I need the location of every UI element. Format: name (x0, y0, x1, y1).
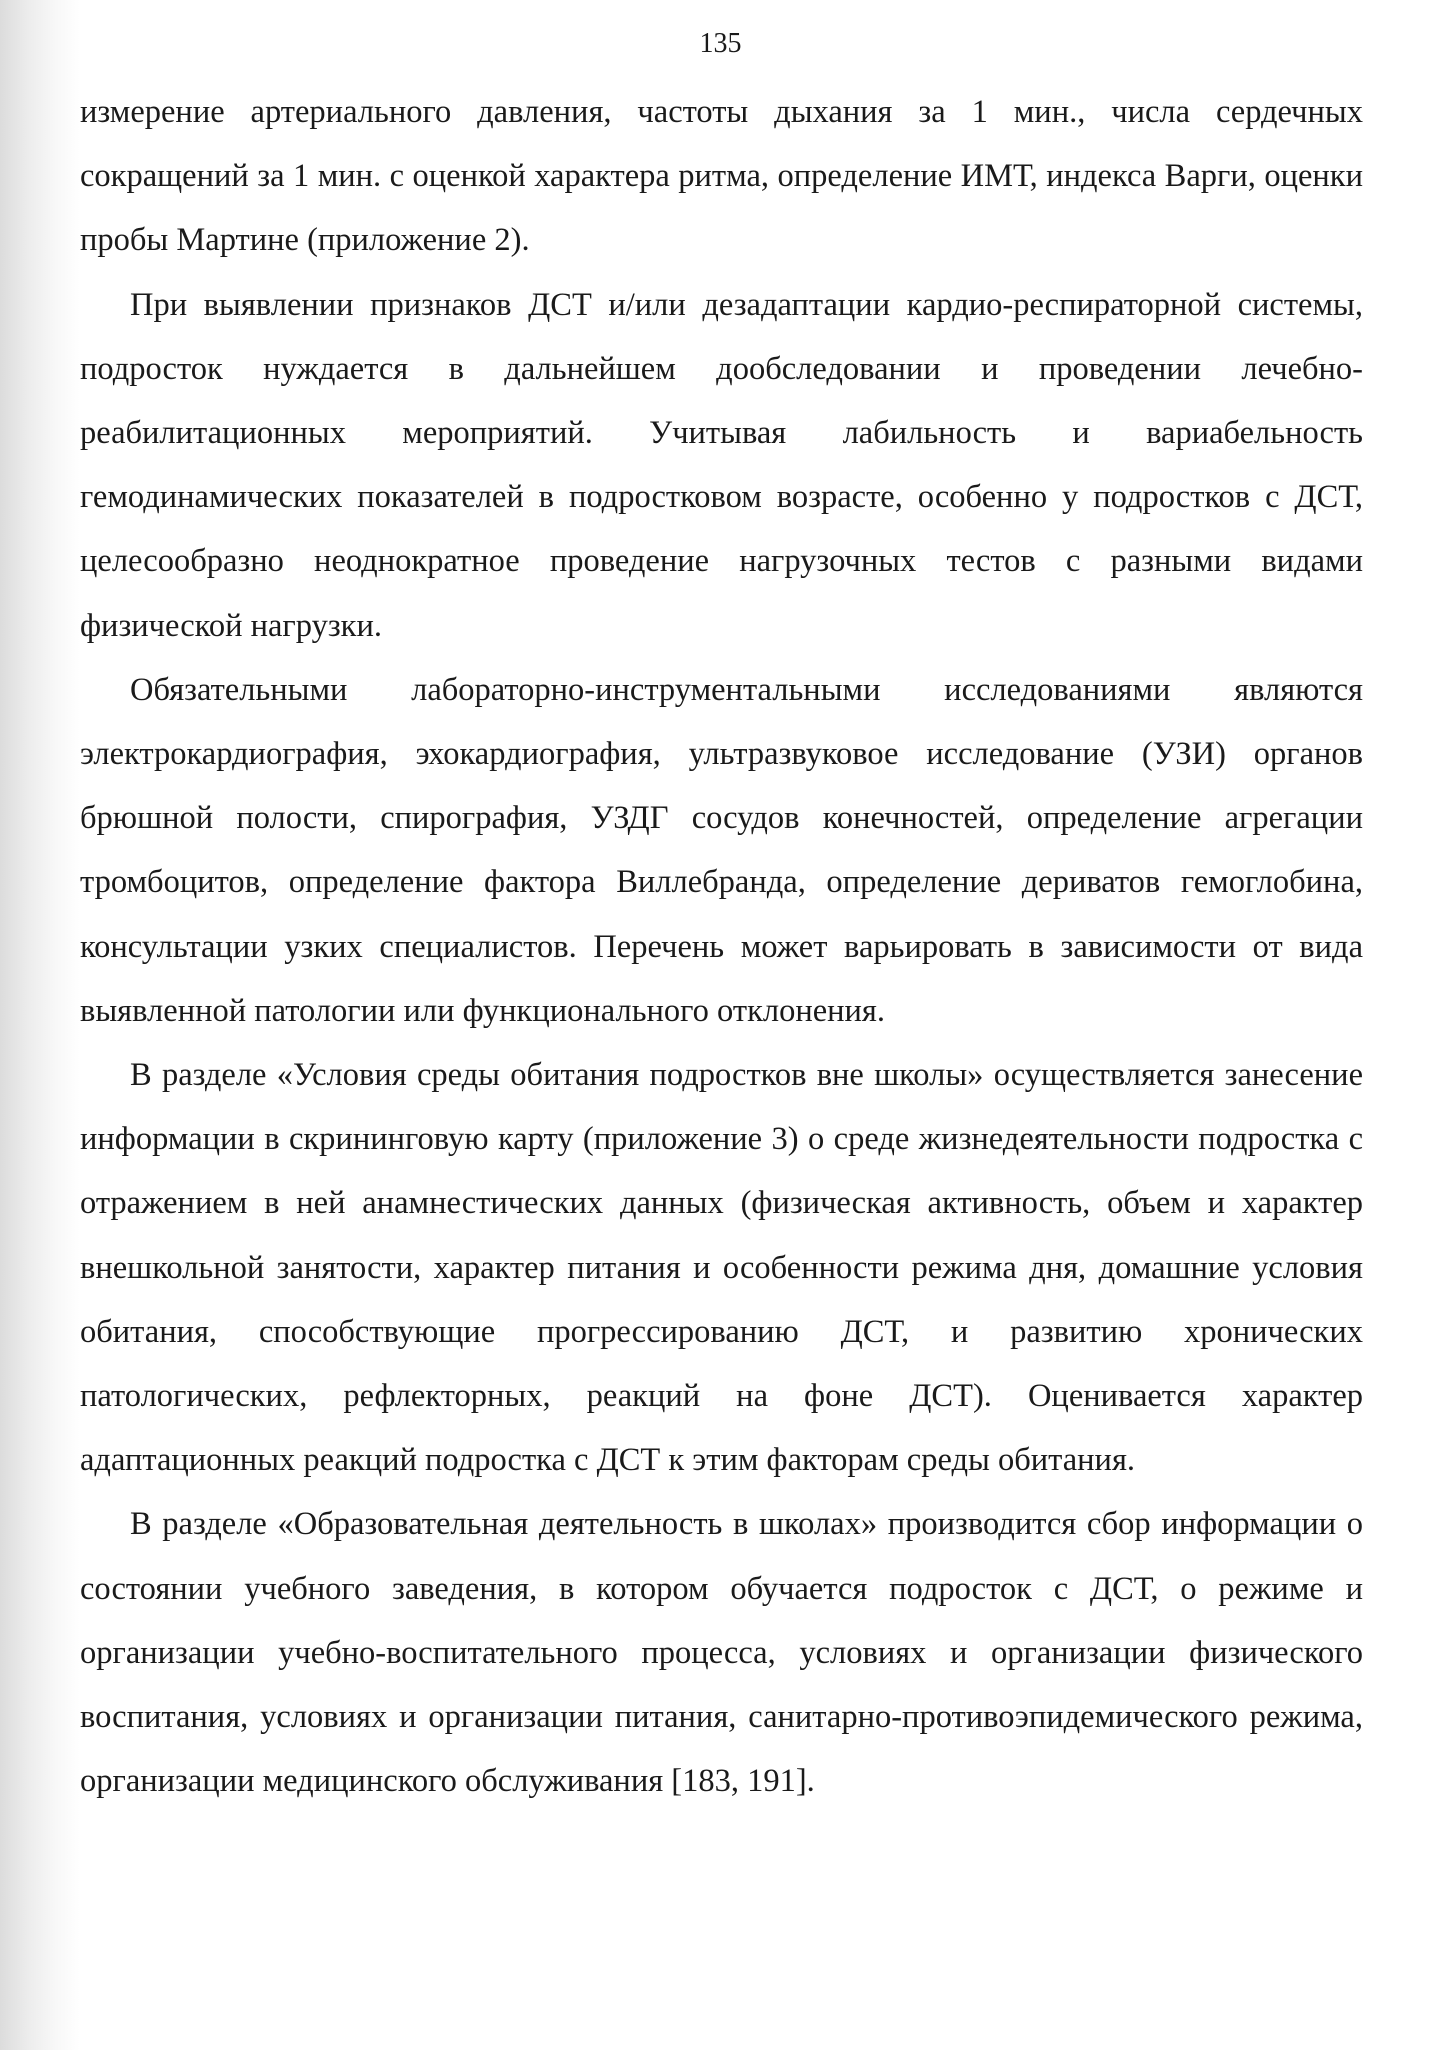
paragraph-mandatory-studies: Обязательными лабораторно-инструментальными исследованиями являются электрокардиография, эхокардиография, ультразвуковое исследование (УЗИ) органов брюшной полости, спирография, УЗДГ сосудов конечностей, определение агрегации тромбоцитов, определение фактора Виллебранда, определение дериватов гемоглобина, консультации узких специалистов. Перечень может варьировать в зависимости от вида выявленной патологии или функционального отклонения. (80, 671, 1363, 1029)
scan-edge-shadow (0, 0, 80, 2050)
paragraph-dst-signs: При выявлении признаков ДСТ и/или дезадаптации кардио-респираторной системы, подросток нуждается в дальнейшем дообследовании и проведении лечебно-реабилитационных мероприятий. Учитывая лабильность и вариабельность гемодинамических показателей в подростковом возрасте, особенно у подростков с ДСТ, целесообразно неоднократное проведение нагрузочных тестов с разными видами физической нагрузки. (80, 286, 1363, 644)
paragraph-measurements: измерение артериального давления, частоты дыхания за 1 мин., числа сердечных сокращений за 1 мин. с оценкой характера ритма, определение ИМТ, индекса Варги, оценки пробы Мартине (приложение 2). (80, 94, 1363, 259)
body-text (80, 80, 1363, 1813)
page-number: 135 (699, 28, 742, 59)
paragraph-educational-activity: В разделе «Образовательная деятельность в школах» производится сбор информации о состоянии учебного заведения, в котором обучается подросток с ДСТ, о режиме и организации учебно-воспитательного процесса, условиях и организации физического воспитания, условиях и организации питания, санитарно-противоэпидемического режима, организации медицинского обслуживания [183, 191]. (80, 1506, 1363, 1800)
paragraph-living-conditions: В разделе «Условия среды обитания подростков вне школы» осуществляется занесение информации в скрининговую карту (приложение 3) о среде жизнедеятельности подростка с отражением в ней анамнестических данных (физическая активность, объем и характер внешкольной занятости, характер питания и особенности режима дня, домашние условия обитания, способствующие прогрессированию ДСТ, и развитию хронических патологических, рефлекторных, реакций на фоне ДСТ). Оценивается характер адаптационных реакций подростка с ДСТ к этим факторам среды обитания. (80, 1057, 1363, 1479)
